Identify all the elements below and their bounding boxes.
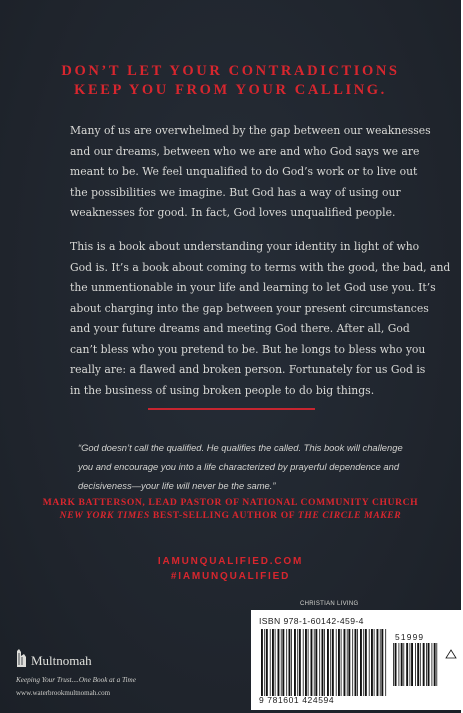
- barcode-bar: [377, 629, 379, 696]
- barcode-bar: [420, 643, 421, 686]
- barcode-bar: [311, 629, 313, 696]
- category-label: CHRISTIAN LIVING: [300, 601, 359, 607]
- barcode-bar: [355, 629, 357, 696]
- paragraph-line: and your future dreams and meeting God there. After all, God: [70, 322, 410, 335]
- barcode-bar: [423, 643, 425, 686]
- barcode-bar: [348, 629, 350, 696]
- credential-text: BEST-SELLING AUTHOR OF: [149, 510, 298, 521]
- website-link[interactable]: IAMUNQUALIFIED.COM: [157, 556, 304, 567]
- barcode-bar: [385, 629, 386, 696]
- publisher-website[interactable]: www.waterbrookmultnomah.com: [16, 689, 111, 697]
- barcode-bar: [344, 629, 346, 696]
- publisher-tagline: Keeping Your Trust....One Book at a Time: [16, 676, 136, 684]
- barcode-bar: [266, 629, 268, 696]
- barcode-bar: [369, 629, 370, 696]
- barcode-bar: [332, 629, 334, 696]
- barcode-bar: [315, 629, 317, 696]
- barcode-bar: [270, 629, 271, 696]
- barcode-bar: [399, 643, 400, 686]
- barcode-bar: [415, 643, 416, 686]
- paragraph-line: about charging into the gap between your present circumstances: [70, 301, 429, 315]
- barcode-bar: [395, 643, 397, 686]
- barcode-bar: [278, 629, 280, 696]
- paragraph-line: Many of us are overwhelmed by the gap between our weaknesses: [70, 124, 431, 137]
- barcode-bar: [428, 643, 430, 686]
- quote-line: decisiveness—your life will never be the same.”: [78, 480, 276, 492]
- barcode-bar: [401, 643, 403, 686]
- barcode-bar: [281, 629, 282, 696]
- barcode-bar: [319, 629, 320, 696]
- barcode-panel: [251, 610, 463, 710]
- barcode-bar: [381, 629, 383, 696]
- barcode-bar: [432, 643, 433, 686]
- barcode-bar: [336, 629, 337, 696]
- paragraph-line: the possibilities we imagine. But God has a way of using our: [70, 185, 401, 199]
- barcode-bar: [303, 629, 304, 696]
- hashtag: #IAMUNQUALIFIED: [170, 571, 291, 582]
- paragraph-line: can’t bless who you pretend to be. But he longs to bless who you: [70, 342, 426, 356]
- paragraph-line: weaknesses for good. In fact, God loves unqualified people.: [70, 206, 396, 219]
- barcode-bar: [275, 629, 276, 696]
- isbn-text: ISBN 978-1-60142-459-4: [259, 616, 364, 626]
- barcode-bar: [294, 629, 296, 696]
- newspaper-name: NEW YORK TIMES: [59, 510, 150, 521]
- paragraph-line: really are: a flawed and broken person. Fortunately for us God is: [70, 363, 426, 376]
- barcode-bar: [305, 629, 307, 696]
- barcode-bar: [434, 643, 436, 686]
- paragraph-line: meant to be. We feel unqualified to do God’s work or to live out: [70, 165, 418, 178]
- barcode-bar: [297, 629, 298, 696]
- barcode-bar: [371, 629, 373, 696]
- barcode-bar: [308, 629, 309, 696]
- barcode-bar: [289, 629, 291, 696]
- barcode-bar: [264, 629, 265, 696]
- barcode-bar: [341, 629, 342, 696]
- headline-line-2: KEEP YOU FROM YOUR CALLING.: [74, 82, 387, 98]
- barcode-bar: [426, 643, 427, 686]
- triangle-mark-icon: [446, 650, 456, 658]
- barcode-bar: [365, 629, 367, 696]
- barcode-bar: [357, 629, 358, 696]
- barcode-bar: [374, 629, 375, 696]
- barcode-bar: [314, 629, 315, 696]
- barcode-bar: [330, 629, 331, 696]
- paragraph-line: God is. It’s a book about coming to terms with the good, the bad, and: [70, 260, 451, 274]
- barcode-bar: [380, 629, 381, 696]
- barcode-bar: [403, 643, 404, 686]
- barcode-bar: [436, 643, 437, 686]
- endorser-name: MARK BATTERSON, LEAD PASTOR OF NATIONAL COMMUNITY CHURCH: [42, 497, 419, 508]
- barcode-bar: [410, 643, 411, 686]
- barcode-bar: [282, 629, 284, 696]
- quote-line: “God doesn’t call the qualified. He qualifies the called. This book will challenge: [78, 442, 403, 453]
- barcode-bar: [406, 643, 408, 686]
- publisher-name: Multnomah: [31, 653, 92, 668]
- barcode-bar: [327, 629, 329, 696]
- barcode-bar: [411, 643, 413, 686]
- description-paragraph-1: [70, 121, 431, 224]
- barcode-bar: [360, 629, 362, 696]
- headline-line-1: DON’T LET YOUR CONTRADICTIONS: [61, 63, 400, 79]
- barcode-bar: [338, 629, 340, 696]
- barcode-bar: [261, 629, 263, 696]
- red-divider: [148, 408, 315, 410]
- price-code: 51999: [395, 632, 425, 642]
- ean-digits: 9 781601 424594: [259, 695, 335, 705]
- book-title-reference: THE CIRCLE MAKER: [297, 510, 402, 521]
- barcode-bar: [324, 629, 325, 696]
- paragraph-line: and our dreams, between who we are and who God says we are: [70, 144, 420, 158]
- publisher-mountain-icon: [16, 648, 28, 668]
- barcode-bar: [393, 643, 394, 686]
- barcode-bar: [417, 643, 419, 686]
- paragraph-line: This is a book about understanding your identity in light of who: [70, 240, 420, 253]
- barcode-bar: [272, 629, 274, 696]
- barcode-bar: [286, 629, 287, 696]
- barcode-bar: [291, 629, 292, 696]
- barcode-bar: [352, 629, 353, 696]
- barcode-bar: [322, 629, 324, 696]
- headline: [0, 62, 461, 100]
- endorser-credentials: [0, 510, 461, 521]
- endorsement-quote: [78, 438, 403, 496]
- barcode-bar: [347, 629, 348, 696]
- paragraph-line: in the business of using broken people to do big things.: [70, 383, 375, 397]
- description-paragraph-2: [70, 237, 451, 401]
- paragraph-line: the unmentionable in your life and learning to let God use you. It’s: [70, 281, 436, 294]
- quote-line: you and encourage you into a life characterized by prayerful dependence and: [78, 461, 400, 473]
- barcode-bar: [363, 629, 364, 696]
- barcode-bar: [299, 629, 301, 696]
